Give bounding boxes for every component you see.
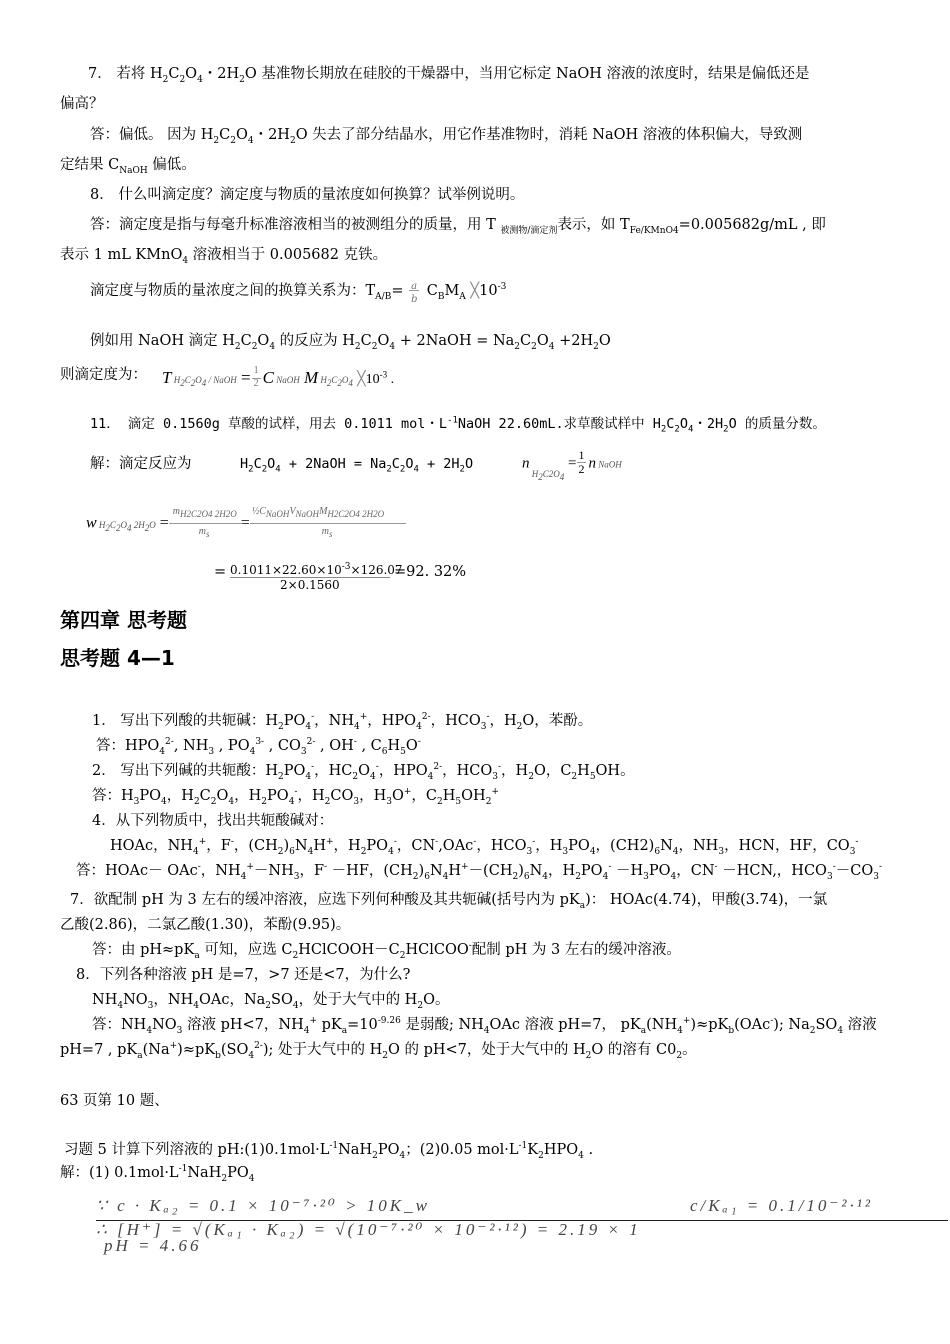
page-reference: 63 页第 10 题、 [60, 1093, 169, 1109]
q11-calc-denominator: 2×0.1560 [280, 578, 340, 592]
ch4-q8: 8．下列各种溶液 pH 是=7，>7 还是<7，为什么? [76, 967, 411, 983]
q8-answer1: 答：滴定度是指与每毫升标准溶液相当的被测组分的质量，用 T $_{被测物/滴定剂}$表示，如 $T_{Fe/KMnO4}=0.005682g/mL$ , 即 [90, 217, 826, 236]
ex5-math-line1: ∵ c · Kₐ₂ = 0.1 × 10⁻⁷·²⁰ > 10K_w [96, 1196, 430, 1215]
q7-line1: 7． 若将 $H_2C_2O_4$・$2H_2O$ 基准物长期放在硅胶的干燥器中，当用它标定 NaOH 溶液的浓度时，结果是偏低还是 [88, 66, 810, 85]
ex5-math-ratio: c/Kₐ₁ = 0.1/10⁻²·¹² [690, 1196, 873, 1215]
ch4-q2: 2． 写出下列碱的共轭酸：$H_2PO_4^-$，$HC_2O_4^-$，$HPO_4^{2-}$，$HCO_3^-$，$H_2O$，$C_2H_5OH$。 [92, 762, 635, 782]
ex5-math-line3: pH = 4.66 [104, 1236, 202, 1255]
ch4-q7-line2: 乙酸(2.86)，二氯乙酸(1.30)，苯酚(9.95)。 [60, 917, 351, 933]
q11-calc-numerator: $0.1011\times 22.60\times 10^{-3}\times 126.07$ [230, 562, 403, 577]
chapter-subtitle: 思考题 4—1 [60, 646, 175, 670]
ch4-a1: 答：$HPO_4^{2-}$, $NH_3$ , $PO_4^{3-}$ , $CO_3^{2-}$ , OH- , $C_6H_5O^-$ [96, 737, 421, 757]
q11-mole-relation: n $_{H_2C2O_4}$ = $\frac{1}{2}$ n NaOH [522, 448, 622, 483]
ch4-a8-line1: 答：$NH_4NO_3$ 溶液 pH<7，$NH_4^+$ $pK_a=10^{-9.26}$ 是弱酸; $NH_4OAc$ 溶液 pH=7， $pK_a(NH_4^+)\approx pK_b(OAc^-)$; $Na_2SO_4$ 溶液 [92, 1016, 877, 1036]
q8-relation: 滴定度与物质的量浓度之间的换算关系为：$T_{A/B}=$ a b $C_BM_A$ $╳10^{-3}$ [90, 281, 507, 305]
ex5-math-line2: ∴ [H⁺] = √(Kₐ₁ · Kₐ₂) = √(10⁻⁷·²⁰ × 10⁻²·¹²) = 2.19 × 1 [96, 1220, 641, 1239]
ch4-a4: 答：HOAc－ OAc-，$NH_4^+-NH_3$，F- －HF，$(CH_2)_6N_4H^+-(CH_2)_6N_4$，$H_2PO_4^- -H_3PO_4$，CN- －HCN,，$HCO_3^--CO_3^-$ [76, 862, 882, 882]
ch4-a2: 答：$H_3PO_4$，$H_2C_2O_4$，$H_2PO_4^-$，$H_2CO_3$，$H_3O^+$，$C_2H_5OH_2^+$ [92, 787, 499, 807]
q7-answer2: 定结果 $C_{NaOH}$ 偏低。 [60, 157, 196, 176]
ex5-solution-label: 解：(1) $0.1mol\cdot L^{-1}NaH_2PO_4$ [60, 1164, 255, 1184]
chapter-title: 第四章 思考题 [60, 608, 187, 632]
q8-titer-formula: T $H_2C_2O_4$ / NaOH = $\frac{1}{2}$ C NaOH M $H_2C_2O_4$ $╳10^{-3}$ . [162, 365, 395, 390]
ch4-q4: 4．从下列物质中，找出共轭酸碱对： [92, 813, 334, 829]
q11-line: 11． 滴定 0.1560g 草酸的试样，用去 0.1011 mol・$L^{-1}NaOH$ 22.60mL.求草酸试样中 $H_2C_2O_4$・$2H_2O$ 的质量分数。 [90, 415, 826, 435]
q11-mass-fraction-formula: w $H_2C_2O_4$ $2H_2O$ = $\frac{m_{H2C2O4 2H2O}}{m_s}$ = $\frac{1}{2}C_{NaOH}V_{NaOH}M_{H2C2O4 2H2O}$ $m_s$ [86, 506, 406, 542]
ch4-a7: 答：由 $pH\approx pK_a$ 可知，应选 $C_2HClCOOH-C_2HClCOO^-$配制 pH 为 3 左右的缓冲溶液。 [92, 941, 681, 961]
ch4-a8-line2: pH=7 , $pK_a(Na^+)\approx pK_b(SO_4^{2-})$; 处于大气中的 $H_2O$ 的 pH<7，处于大气中的 $H_2O$ 的溶有 $C0_2$。 [60, 1041, 697, 1061]
q8-line: 8． 什么叫滴定度？滴定度与物质的量浓度如何换算？试举例说明。 [90, 187, 525, 203]
q7-answer1: 答：偏低。 因为 $H_2C_2O_4$・$2H_2O$ 失去了部分结晶水，用它作基准物时，消耗 NaOH 溶液的体积偏大，导致测 [90, 127, 803, 146]
q11-reaction: $H_2C_2O_4$ + 2NaOH = $Na_2C_2O_4 + 2H_2O$ [240, 456, 474, 475]
q8-titer-label: 则滴定度为： [60, 367, 147, 383]
q11-calc-equals: = [214, 564, 227, 580]
ch4-q7-line1: 7．欲配制 pH 为 3 左右的缓冲溶液，应选下列何种酸及其共轭碱(括号内为 $pK_a$)： HOAc(4.74)，甲酸(3.74)，一氯 [70, 892, 828, 911]
q8-answer2: 表示 1 mL KMnO$_4$ 溶液相当于 0.005682 克铁。 [60, 247, 388, 266]
ch4-q1: 1． 写出下列酸的共轭碱：$H_2PO_4^-$，$NH_4^+$，$HPO_4^{2-}$，$HCO_3^-$，$H_2O$，苯酚。 [92, 712, 593, 732]
q11-solution-label: 解：滴定反应为 [90, 456, 192, 472]
ch4-q8-list: $NH_4NO_3$，$NH_4OAc$，$Na_2SO_4$，处于大气中的 $H_2O$。 [92, 992, 450, 1011]
q11-calc-result: =92. 32% [394, 564, 467, 580]
q8-example: 例如用 NaOH 滴定 $H_2C_2O_4$ 的反应为 $H_2C_2O_4$ + 2NaOH = $Na_2C_2O_4 +2H_2O$ [90, 333, 611, 352]
ex5-question: 习题 5 计算下列溶液的 $pH:(1)0.1mol\cdot L^{-1}NaH_2PO_4$；(2)0.05 $mol\cdot L^{-1}K_2HPO_4$ . [64, 1141, 594, 1161]
q7-line2: 偏高？ [60, 96, 104, 112]
ch4-q4-list: HOAc，$NH_4^+$，F-，$(CH_2)_6N_4H^+$，$H_2PO_4^-$，CN-,OAc-，$HCO_3^-$，$H_3PO_4$，$(CH2)_6N_4$，$NH_3$，HCN，HF，$CO_3^-$ [110, 837, 859, 857]
